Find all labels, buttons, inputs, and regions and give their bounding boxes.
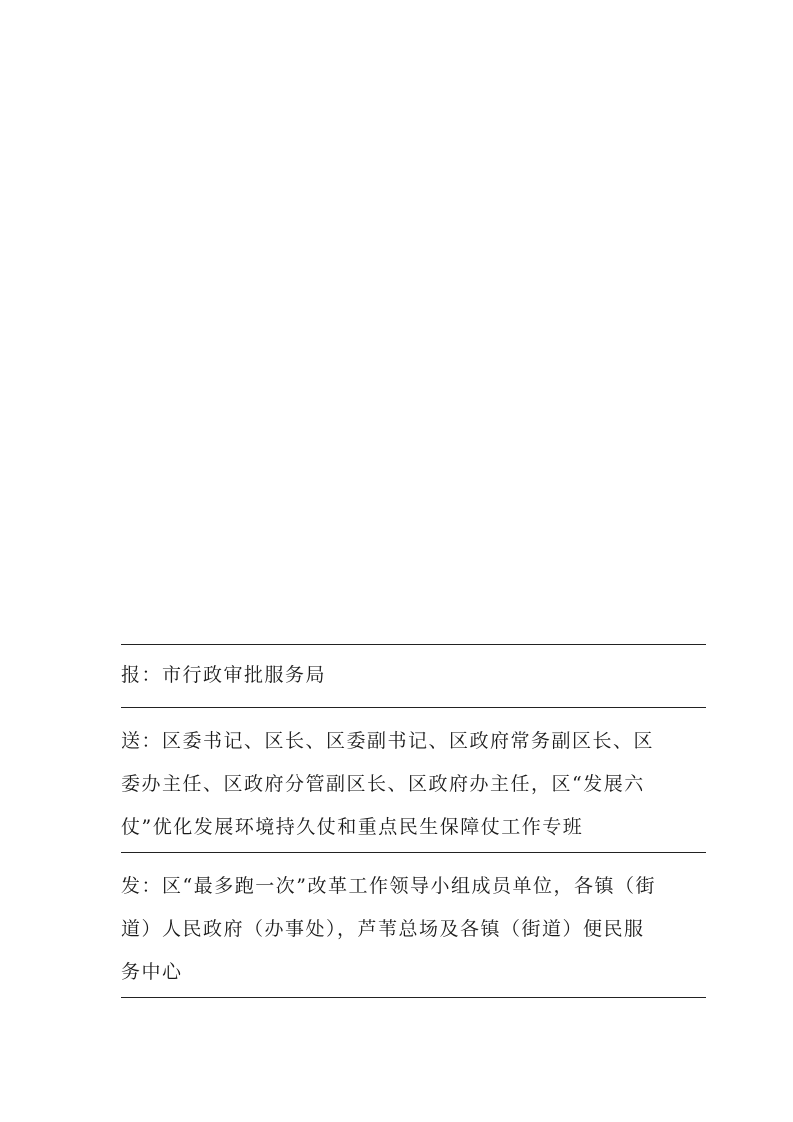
report-to-line-1 <box>121 654 701 697</box>
send-to-line-3: 仗”优化发展环境持久仗和重点民生保障仗工作专班 <box>121 816 584 838</box>
report-to-recipients: 市行政审批服务局 <box>162 664 327 686</box>
send-to-label: 送： <box>121 730 163 752</box>
send-to-section <box>121 720 701 849</box>
distribute-to-line-1 <box>121 865 701 908</box>
distribute-to-recipients-1: 区“最多跑一次”改革工作领导小组成员单位，各镇（街 <box>162 875 656 897</box>
distribute-to-label: 发： <box>121 875 163 897</box>
distribute-to-line-3: 务中心 <box>121 961 183 983</box>
divider-top <box>121 644 706 645</box>
report-to-label: 报： <box>121 664 163 686</box>
divider-bottom <box>121 997 706 998</box>
distribute-to-line-2: 道）人民政府（办事处），芦苇总场及各镇（街道）便民服 <box>121 918 645 940</box>
send-to-recipients-1: 区委书记、区长、区委副书记、区政府常务副区长、区 <box>162 730 655 752</box>
distribute-to-section <box>121 865 701 994</box>
divider-after-report <box>121 707 706 708</box>
send-to-line-1 <box>121 720 701 763</box>
send-to-line-2: 委办主任、区政府分管副区长、区政府办主任，区“发展六 <box>121 773 645 795</box>
divider-after-send <box>121 852 706 853</box>
report-to-section <box>121 654 701 697</box>
